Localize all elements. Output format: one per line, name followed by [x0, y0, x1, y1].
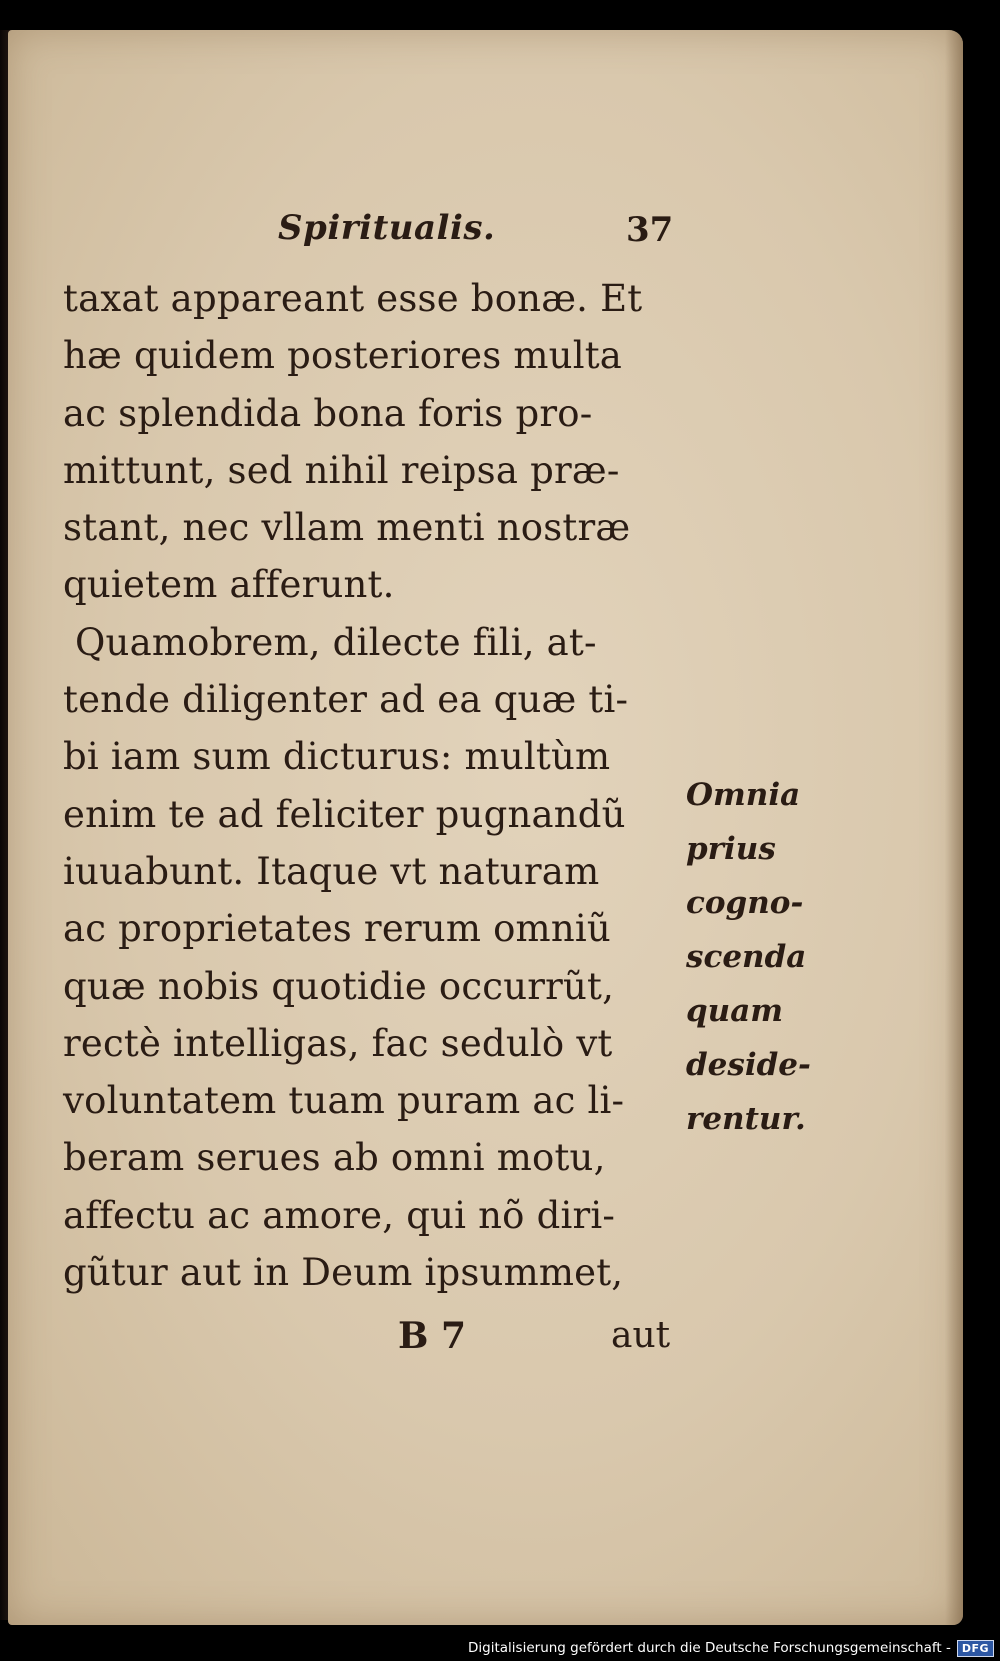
marginal-note-line: prius [686, 831, 776, 867]
catchword: aut [611, 1315, 671, 1356]
marginal-note [686, 768, 836, 1146]
signature-mark: B 7 [398, 1315, 467, 1357]
text-line: beram serues ab omni motu, [63, 1136, 606, 1180]
text-line: ac splendida bona foris pro- [63, 391, 593, 435]
body-text [63, 270, 683, 1301]
text-line: rectè intelligas, fac sedulò vt [63, 1021, 613, 1065]
marginal-note-line: cogno- [686, 885, 804, 921]
text-line: stant, nec vllam menti nostræ [63, 506, 631, 550]
text-line: iuuabunt. Itaque vt naturam [63, 849, 600, 893]
text-line: ac proprietates rerum omniũ [63, 907, 611, 951]
text-line: tende diligenter ad ea quæ ti- [63, 678, 629, 722]
text-line: voluntatem tuam puram ac li- [63, 1079, 625, 1123]
marginal-note-line: deside- [686, 1047, 811, 1083]
text-line: bi iam sum dicturus: multùm [63, 735, 611, 779]
text-line: gũtur aut in Deum ipsummet, [63, 1251, 624, 1295]
text-line: mittunt, sed nihil reipsa præ- [63, 448, 620, 492]
text-line: affectu ac amore, qui nõ diri- [63, 1193, 616, 1237]
marginal-note-line: Omnia [686, 777, 801, 813]
marginal-note-line: rentur. [686, 1101, 806, 1137]
page-number: 37 [626, 210, 674, 250]
book-page [8, 30, 963, 1625]
digitization-credit [468, 1637, 994, 1659]
page-footer-row [8, 1315, 963, 1365]
paragraph-start-line: Quamobrem, dilecte fili, at- [75, 620, 597, 664]
marginal-note-line: scenda [686, 939, 807, 975]
credit-text: Digitalisierung gefördert durch die Deutsche Forschungsgemeinschaft - [468, 1640, 951, 1656]
text-line: quietem afferunt. [63, 563, 395, 607]
text-line: quæ nobis quotidie occurrũt, [63, 964, 615, 1008]
text-line: enim te ad feliciter pugnandũ [63, 792, 626, 836]
page-edge [945, 30, 963, 1625]
text-line: hæ quidem posteriores multa [63, 334, 623, 378]
text-line: taxat appareant esse bonæ. Et [63, 277, 643, 320]
dfg-logo: DFG [957, 1640, 994, 1657]
running-head: Spiritualis. [278, 208, 496, 248]
marginal-note-line: quam [686, 993, 784, 1029]
